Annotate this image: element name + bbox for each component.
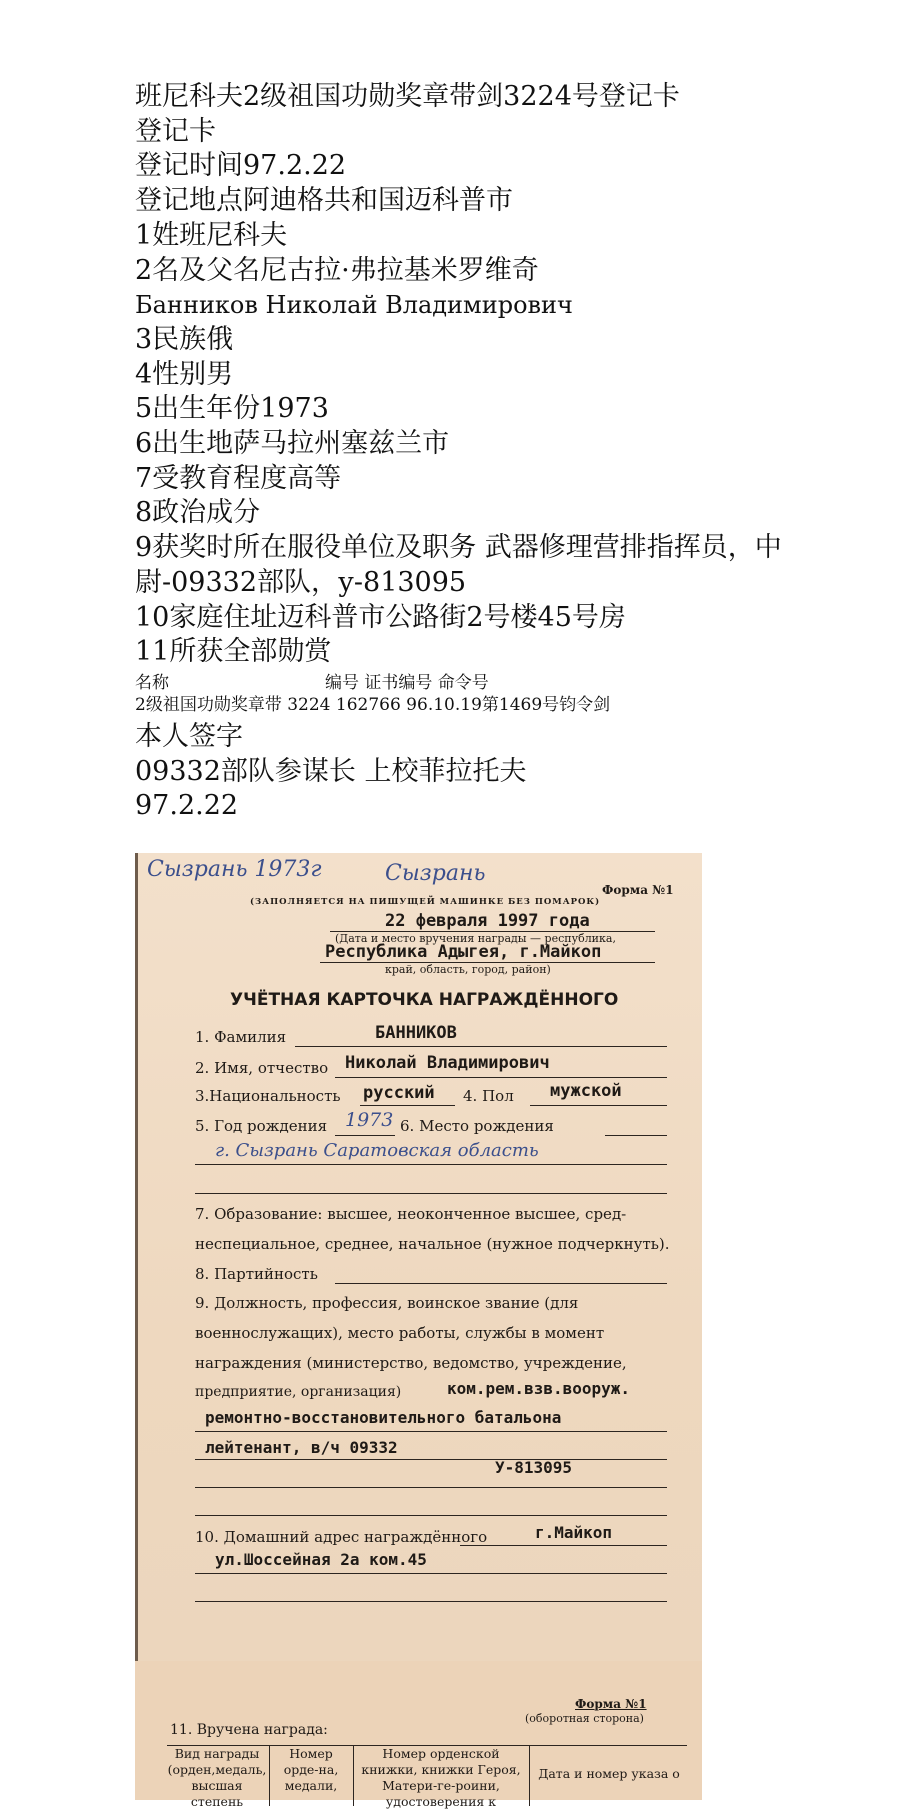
registration-text xyxy=(135,80,825,824)
back-side-caption: (оборотная сторона) xyxy=(525,1712,644,1725)
field-9-line-d xyxy=(195,1515,667,1516)
back-col-1: Вид награды (орден,медаль, высшая степень xyxy=(167,1746,267,1809)
record-title: 班尼科夫2级祖国功勋奖章带剑3224号登记卡 xyxy=(135,81,680,112)
field-10-value-2: ул.Шоссейная 2а ком.45 xyxy=(215,1550,427,1569)
field-9-value-1: ком.рем.взв.вооруж. xyxy=(447,1379,631,1398)
field-9-value-4: У-813095 xyxy=(495,1458,573,1477)
field-1-value: БАННИКОВ xyxy=(375,1023,457,1043)
card-heading: УЧЁТНАЯ КАРТОЧКА НАГРАЖДЁННОГО xyxy=(230,990,619,1010)
field-10-line-3 xyxy=(195,1601,667,1602)
field-1-label: 1. Фамилия xyxy=(195,1028,287,1046)
form-instruction: (ЗАПОЛНЯЕТСЯ НА ПИШУЩЕЙ МАШИНКЕ БЕЗ ПОМАРОК) xyxy=(250,897,601,907)
handwritten-note-top: Сызрань 1973г xyxy=(147,857,322,882)
field-6-label: 6. Место рождения xyxy=(400,1117,554,1135)
handwritten-note-top-2: Сызрань xyxy=(385,861,486,886)
date-caption: (Дата и место вручения награды — республика, xyxy=(335,932,616,945)
birth-year: 5出生年份1973 xyxy=(135,393,329,425)
award-date-typed: 22 февраля 1997 года xyxy=(385,911,590,931)
field-7-line-2: неспециальное, среднее, начальное (нужное подчеркнуть). xyxy=(195,1235,670,1253)
back-col-2: Номер орде-на, медали, xyxy=(283,1746,339,1793)
registration-time: 登记时间97.2.22 xyxy=(135,150,347,182)
party: 8政治成分 xyxy=(135,497,261,529)
field-6-value: г. Сызрань Саратовская область xyxy=(215,1140,539,1161)
award-place-typed: Республика Адыгея, г.Майкоп xyxy=(325,942,602,962)
awards-table-row: 2级祖国功勋奖章带 3224 162766 96.10.19第1469号钧令剑 xyxy=(135,694,611,715)
field-10-line-2 xyxy=(195,1573,667,1574)
field-4-label: 4. Пол xyxy=(463,1087,514,1105)
field-9-value-3: лейтенант, в/ч 09332 xyxy=(205,1438,398,1457)
awards-col-rest: 编号 证书编号 命令号 xyxy=(325,672,489,693)
field-6-line-3 xyxy=(195,1193,667,1194)
field-10-label: 10. Домашний адрес награждённого xyxy=(195,1528,488,1546)
field-4-line xyxy=(530,1105,667,1106)
place-caption: край, область, город, район) xyxy=(385,963,551,976)
field-5-value: 1973 xyxy=(345,1109,394,1131)
back-form-number: Форма №1 xyxy=(575,1697,647,1711)
field-5-label: 5. Год рождения xyxy=(195,1117,328,1135)
awards-table xyxy=(135,672,825,716)
ethnicity: 3民族俄 xyxy=(135,323,234,355)
given-name: 2名及父名尼古拉·弗拉基米罗维奇 xyxy=(135,254,539,286)
back-col-4: Дата и номер указа о xyxy=(538,1766,680,1781)
record-date: 97.2.22 xyxy=(135,790,239,822)
field-1-line xyxy=(295,1046,667,1047)
field-4-value: мужской xyxy=(550,1081,622,1101)
card-edge xyxy=(135,853,138,1661)
unit-post: 9获奖时所在服役单位及职务 武器修理营排指挥员，中尉-09332部队，у-813095 xyxy=(135,532,782,598)
back-awards-table xyxy=(167,1745,687,1809)
russian-name: Банников Николай Владимирович xyxy=(135,291,573,320)
record-subtitle: 登记卡 xyxy=(135,115,216,147)
awards-table-header xyxy=(135,672,825,694)
birthplace: 6出生地萨马拉州塞兹兰市 xyxy=(135,428,450,460)
field-9-line-3: награждения (министерство, ведомство, учреждение, xyxy=(195,1354,627,1372)
surname: 1姓班尼科夫 xyxy=(135,219,288,251)
field-3-value: русский xyxy=(363,1083,435,1103)
field-11-label: 11. Вручена награда: xyxy=(170,1722,328,1738)
sex: 4性别男 xyxy=(135,358,234,390)
field-9-line-1: 9. Должность, профессия, воинское звание (для xyxy=(195,1294,579,1312)
education: 7受教育程度高等 xyxy=(135,462,342,494)
field-9-line-c xyxy=(195,1487,667,1488)
back-col-divider-3 xyxy=(529,1746,530,1806)
field-9-line-2: военнослужащих), место работы, службы в момент xyxy=(195,1324,605,1342)
back-col-divider-1 xyxy=(269,1746,270,1806)
back-col-3: Номер орденской книжки, книжки Героя, Матери-ге-роини, удостоверения к xyxy=(361,1746,521,1809)
field-7-line-1: 7. Образование: высшее, неоконченное высшее, сред- xyxy=(195,1205,627,1223)
field-10-value-1: г.Майкоп xyxy=(535,1523,613,1542)
field-3-label: 3.Национальность xyxy=(195,1087,341,1105)
all-awards-heading: 11所获全部勋赏 xyxy=(135,636,332,668)
field-2-line xyxy=(335,1077,667,1078)
back-col-divider-2 xyxy=(353,1746,354,1806)
field-8-label: 8. Партийность xyxy=(195,1265,318,1283)
field-8-line xyxy=(335,1283,667,1284)
field-2-label: 2. Имя, отчество xyxy=(195,1059,329,1077)
field-10-line xyxy=(460,1545,667,1546)
registration-place: 登记地点阿迪格共和国迈科普市 xyxy=(135,185,513,217)
field-9-line-4: предприятие, организация) xyxy=(195,1384,402,1400)
signature-label: 本人签字 xyxy=(135,720,243,752)
awards-col-name: 名称 xyxy=(135,672,169,693)
scanned-card-front xyxy=(135,853,702,1661)
field-9-value-2: ремонтно-восстановительного батальона xyxy=(205,1408,562,1427)
form-number: Форма №1 xyxy=(602,883,674,897)
home-address: 10家庭住址迈科普市公路街2号楼45号房 xyxy=(135,601,626,633)
field-5-line xyxy=(335,1135,395,1136)
scanned-card-back xyxy=(135,1661,702,1809)
field-3-line xyxy=(360,1105,455,1106)
signer: 09332部队参谋长 上校菲拉托夫 xyxy=(135,755,527,787)
field-9-line-b xyxy=(195,1459,667,1460)
field-2-value: Николай Владимирович xyxy=(345,1053,550,1073)
field-6-line-2 xyxy=(195,1164,667,1165)
field-6-line xyxy=(605,1135,667,1136)
field-9-line-a xyxy=(195,1431,667,1432)
